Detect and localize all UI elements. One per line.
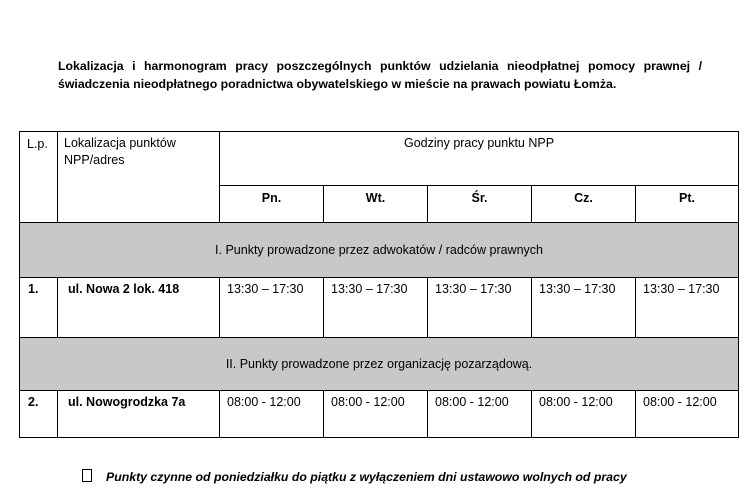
hours-thu: 08:00 - 12:00 <box>532 391 636 438</box>
row-lp: 2. <box>20 391 58 438</box>
header-hours: Godziny pracy punktu NPP <box>220 132 739 186</box>
schedule-table <box>19 131 739 438</box>
hours-wed: 08:00 - 12:00 <box>428 391 532 438</box>
day-fri: Pt. <box>636 186 739 223</box>
header-location: Lokalizacja punktów NPP/adres <box>58 132 220 223</box>
header-row <box>20 132 739 186</box>
hours-fri: 13:30 – 17:30 <box>636 278 739 338</box>
table-row <box>20 391 739 438</box>
hours-wed: 13:30 – 17:30 <box>428 278 532 338</box>
section-title-ngo: II. Punkty prowadzone przez organizację pozarządową. <box>20 338 739 391</box>
hours-tue: 13:30 – 17:30 <box>324 278 428 338</box>
day-thu: Cz. <box>532 186 636 223</box>
footnote-text: Punkty czynne od poniedziałku do piątku z wyłączeniem dni ustawowo wolnych od pracy <box>106 470 627 484</box>
day-mon: Pn. <box>220 186 324 223</box>
hours-mon: 13:30 – 17:30 <box>220 278 324 338</box>
section-title-lawyers: I. Punkty prowadzone przez adwokatów / radców prawnych <box>20 223 739 278</box>
header-lp: L.p. <box>20 132 58 223</box>
section-row <box>20 223 739 278</box>
document-heading: Lokalizacja i harmonogram pracy poszczególnych punktów udzielania nieodpłatnej pomocy prawnej / świadczenia nieodpłatnego poradnictwa obywatelskiego w mieście na prawach powiatu Łomża. <box>58 59 702 91</box>
day-wed: Śr. <box>428 186 532 223</box>
hours-mon: 08:00 - 12:00 <box>220 391 324 438</box>
hours-fri: 08:00 - 12:00 <box>636 391 739 438</box>
section-row <box>20 338 739 391</box>
checkbox-bullet-icon <box>82 469 92 482</box>
hours-thu: 13:30 – 17:30 <box>532 278 636 338</box>
footnote <box>82 469 627 484</box>
row-address: ul. Nowogrodzka 7a <box>58 391 220 438</box>
table-row <box>20 278 739 338</box>
row-lp: 1. <box>20 278 58 338</box>
hours-tue: 08:00 - 12:00 <box>324 391 428 438</box>
day-tue: Wt. <box>324 186 428 223</box>
row-address: ul. Nowa 2 lok. 418 <box>58 278 220 338</box>
